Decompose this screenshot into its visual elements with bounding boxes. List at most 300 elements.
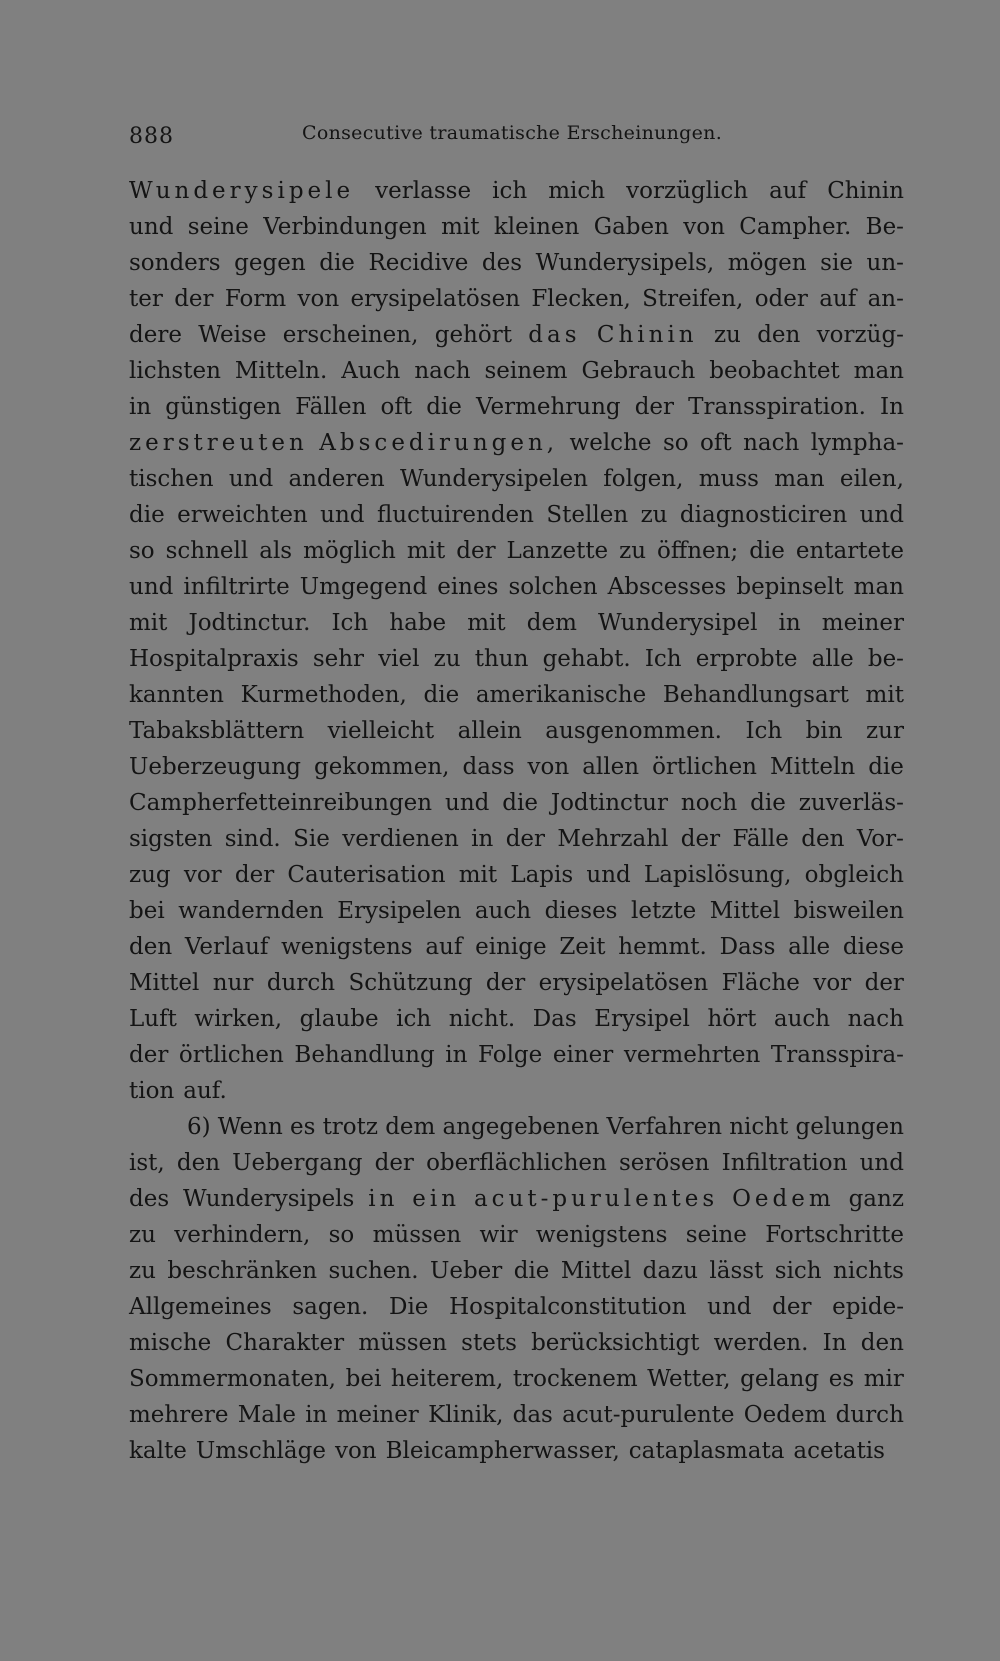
body-text bbox=[129, 173, 904, 1469]
word: ein bbox=[412, 1186, 461, 1212]
word: allen bbox=[582, 754, 640, 780]
word: sigsten bbox=[129, 826, 213, 852]
word: Infiltration bbox=[721, 1150, 848, 1176]
word: acetatis bbox=[793, 1438, 885, 1464]
word: vor bbox=[813, 970, 852, 996]
word: Transspiration. bbox=[688, 394, 866, 420]
text-line bbox=[129, 1073, 904, 1109]
text-line bbox=[129, 281, 904, 317]
word: alle bbox=[811, 646, 854, 672]
text-line bbox=[129, 173, 904, 209]
word: als bbox=[259, 538, 293, 564]
word: berücksichtigt bbox=[531, 1330, 700, 1356]
word: habe bbox=[389, 610, 447, 636]
word: tischen bbox=[129, 466, 214, 492]
word: bepinselt bbox=[736, 574, 844, 600]
word: Mittel bbox=[129, 970, 200, 996]
text-line bbox=[129, 785, 904, 821]
word: Dass bbox=[719, 934, 776, 960]
word: dere bbox=[129, 322, 182, 348]
text-line bbox=[129, 569, 904, 605]
text-line bbox=[129, 1001, 904, 1037]
word: Be- bbox=[865, 214, 904, 240]
word: vorzüglich bbox=[626, 178, 749, 204]
word: Jodtinctur bbox=[550, 790, 668, 816]
word: wenigstens bbox=[281, 934, 413, 960]
text-line bbox=[129, 533, 904, 569]
word: heiterem, bbox=[390, 1366, 504, 1392]
book-page bbox=[129, 112, 904, 1469]
word: mit bbox=[467, 610, 506, 636]
text-line bbox=[129, 605, 904, 641]
word: thun bbox=[474, 646, 529, 672]
word: auf bbox=[819, 286, 857, 312]
word: Vermehrung bbox=[475, 394, 621, 420]
word: ich bbox=[396, 1006, 432, 1032]
word: diese bbox=[842, 934, 904, 960]
text-line bbox=[129, 1253, 904, 1289]
text-line bbox=[129, 317, 904, 353]
word: mit bbox=[441, 214, 480, 240]
word: müssen bbox=[372, 1222, 462, 1248]
word: Wunderysipels, bbox=[535, 250, 715, 276]
word: Sie bbox=[293, 826, 330, 852]
word: dieses bbox=[544, 898, 618, 924]
word: meiner bbox=[336, 1402, 419, 1428]
word: möglich bbox=[303, 538, 396, 564]
word: Klinik, bbox=[428, 1402, 504, 1428]
text-line bbox=[129, 353, 904, 389]
word: nichts bbox=[833, 1258, 904, 1284]
text-line bbox=[129, 965, 904, 1001]
word: Mittel bbox=[709, 898, 781, 924]
word: nicht. bbox=[448, 1006, 516, 1032]
word: auf bbox=[425, 934, 463, 960]
paragraph bbox=[129, 1109, 904, 1469]
word: der bbox=[864, 970, 904, 996]
word: der bbox=[374, 1150, 414, 1176]
word: Abscesses bbox=[607, 574, 727, 600]
word: mir bbox=[863, 1366, 904, 1392]
word: in bbox=[778, 610, 801, 636]
word: muss bbox=[698, 466, 759, 492]
word: den bbox=[757, 322, 801, 348]
text-line bbox=[129, 929, 904, 965]
word: und bbox=[320, 502, 365, 528]
text-line bbox=[129, 209, 904, 245]
word: un- bbox=[866, 250, 904, 276]
word: zerstreuten bbox=[129, 430, 308, 456]
word: serösen bbox=[618, 1150, 710, 1176]
word: die bbox=[750, 790, 786, 816]
word: epide- bbox=[832, 1294, 904, 1320]
word: den bbox=[176, 1150, 221, 1176]
word: die bbox=[319, 250, 355, 276]
word: sonders bbox=[129, 250, 221, 276]
text-line bbox=[129, 1325, 904, 1361]
word: 6) bbox=[187, 1114, 211, 1140]
word: seine bbox=[685, 1222, 747, 1248]
word: Recidive bbox=[368, 250, 469, 276]
word: Weise bbox=[198, 322, 267, 348]
word: gelungen bbox=[795, 1114, 904, 1140]
word: Lapis bbox=[510, 862, 574, 888]
word: Verfahren bbox=[606, 1114, 723, 1140]
word: Tabaksblättern bbox=[129, 718, 305, 744]
word: des bbox=[129, 1186, 170, 1212]
word: sind. bbox=[224, 826, 281, 852]
word: lympha- bbox=[810, 430, 904, 456]
word: Wetter, bbox=[647, 1366, 731, 1392]
word: Kurmethoden, bbox=[240, 682, 407, 708]
word: Die bbox=[389, 1294, 429, 1320]
word: Erysipelen bbox=[337, 898, 462, 924]
word: verdienen bbox=[342, 826, 459, 852]
text-line bbox=[129, 425, 904, 461]
word: suchen. bbox=[328, 1258, 419, 1284]
word: folgen, bbox=[603, 466, 684, 492]
word: sie bbox=[820, 250, 853, 276]
word: Campher. bbox=[739, 214, 852, 240]
word: öffnen; bbox=[657, 538, 739, 564]
word: gelang bbox=[740, 1366, 820, 1392]
word: lässt bbox=[709, 1258, 764, 1284]
text-line bbox=[129, 497, 904, 533]
word: In bbox=[880, 394, 904, 420]
word: erscheinen, bbox=[282, 322, 419, 348]
word: be- bbox=[867, 646, 904, 672]
word: oft bbox=[380, 394, 413, 420]
word: Flecken, bbox=[531, 286, 631, 312]
word: welche bbox=[569, 430, 652, 456]
word: und bbox=[707, 1294, 752, 1320]
word: Transspira- bbox=[770, 1042, 904, 1068]
word: man bbox=[853, 358, 904, 384]
word: Mitteln. bbox=[234, 358, 328, 384]
text-line bbox=[129, 1181, 904, 1217]
word: Mehrzahl bbox=[557, 826, 669, 852]
word: an- bbox=[867, 286, 904, 312]
word: ausgenommen. bbox=[545, 718, 722, 744]
word: trockenem bbox=[512, 1366, 638, 1392]
text-line bbox=[129, 749, 904, 785]
word: bei bbox=[129, 898, 165, 924]
paragraph bbox=[129, 173, 904, 1109]
word: vorzüg- bbox=[816, 322, 904, 348]
word: ist, bbox=[129, 1150, 165, 1176]
word: so bbox=[129, 538, 155, 564]
word: Campherfetteinreibungen bbox=[129, 790, 433, 816]
word: Stellen bbox=[546, 502, 629, 528]
word: einige bbox=[475, 934, 547, 960]
word: Gebrauch bbox=[581, 358, 696, 384]
page-number: 888 bbox=[129, 124, 174, 149]
word: mit bbox=[458, 862, 498, 888]
word: der bbox=[456, 538, 496, 564]
word: mit bbox=[406, 538, 446, 564]
word: Oedem bbox=[743, 1402, 827, 1428]
word: bin bbox=[805, 718, 843, 744]
word: trotz bbox=[322, 1114, 379, 1140]
word: und bbox=[129, 214, 174, 240]
word: auf. bbox=[183, 1078, 227, 1104]
word: erprobte bbox=[695, 646, 798, 672]
word: sagen. bbox=[292, 1294, 369, 1320]
word: den bbox=[801, 826, 845, 852]
word: seine bbox=[187, 214, 249, 240]
word: oder bbox=[754, 286, 808, 312]
word: noch bbox=[680, 790, 738, 816]
word: günstigen bbox=[165, 394, 282, 420]
word: Ueber bbox=[429, 1258, 503, 1284]
word: die bbox=[426, 394, 462, 420]
word: cataplasmata bbox=[628, 1438, 785, 1464]
word: eines bbox=[437, 574, 499, 600]
word: Umgegend bbox=[299, 574, 428, 600]
word: seinem bbox=[484, 358, 568, 384]
word: Male bbox=[237, 1402, 296, 1428]
text-line bbox=[129, 1397, 904, 1433]
word: einer bbox=[552, 1042, 614, 1068]
word: letzte bbox=[631, 898, 697, 924]
word: Gaben bbox=[593, 214, 669, 240]
word: Hospitalconstitution bbox=[449, 1294, 687, 1320]
word: der bbox=[634, 394, 675, 420]
word: zu bbox=[433, 646, 461, 672]
text-line bbox=[129, 1037, 904, 1073]
word: hemmt. bbox=[618, 934, 707, 960]
word: oberflächlichen bbox=[426, 1150, 607, 1176]
word: die bbox=[868, 754, 904, 780]
word: dass bbox=[462, 754, 515, 780]
word: müssen bbox=[358, 1330, 447, 1356]
word: erysipelatösen bbox=[538, 970, 709, 996]
word: zur bbox=[866, 718, 904, 744]
word: Lapislösung, bbox=[643, 862, 792, 888]
text-line bbox=[129, 1109, 904, 1145]
word: von bbox=[297, 286, 340, 312]
word: und bbox=[859, 1150, 904, 1176]
word: örtlichen bbox=[652, 754, 757, 780]
word: in bbox=[445, 1042, 468, 1068]
word: solchen bbox=[508, 574, 598, 600]
word: beobachtet bbox=[709, 358, 840, 384]
word: Wunderysipel bbox=[597, 610, 758, 636]
word: Ich bbox=[745, 718, 783, 744]
word: wenigstens bbox=[535, 1222, 668, 1248]
word: kalte bbox=[129, 1438, 187, 1464]
word: bisweilen bbox=[793, 898, 904, 924]
word: entartete bbox=[795, 538, 904, 564]
word: in bbox=[305, 1402, 328, 1428]
word: Chinin bbox=[827, 178, 904, 204]
word: das bbox=[512, 1402, 553, 1428]
word: fluctuirenden bbox=[376, 502, 534, 528]
word: verlasse bbox=[375, 178, 472, 204]
word: nach bbox=[847, 1006, 904, 1032]
word: Zeit bbox=[559, 934, 606, 960]
text-line bbox=[129, 641, 904, 677]
word: man bbox=[774, 466, 825, 492]
word: die bbox=[749, 538, 785, 564]
word: allein bbox=[457, 718, 522, 744]
word: mit bbox=[129, 610, 168, 636]
text-line bbox=[129, 245, 904, 281]
text-line bbox=[129, 1361, 904, 1397]
word: nur bbox=[212, 970, 254, 996]
word: vielleicht bbox=[327, 718, 435, 744]
word: obgleich bbox=[804, 862, 904, 888]
word: beschränken bbox=[167, 1258, 318, 1284]
word: Behandlungsart bbox=[662, 682, 849, 708]
word: stets bbox=[461, 1330, 517, 1356]
word: auch bbox=[474, 898, 532, 924]
text-line bbox=[129, 677, 904, 713]
word: acut-purulentes bbox=[473, 1186, 719, 1212]
word: den bbox=[860, 1330, 904, 1356]
word: gegen bbox=[234, 250, 306, 276]
text-line bbox=[129, 1289, 904, 1325]
word: ter bbox=[129, 286, 163, 312]
word: Wunderysipels bbox=[183, 1186, 355, 1212]
word: Fläche bbox=[721, 970, 800, 996]
word: gehabt. bbox=[542, 646, 631, 672]
word: kleinen bbox=[493, 214, 580, 240]
word: dem bbox=[526, 610, 577, 636]
word: Ich bbox=[644, 646, 682, 672]
word: Lanzette bbox=[506, 538, 609, 564]
word: Abscedirungen, bbox=[319, 430, 559, 456]
word: Cauterisation bbox=[287, 862, 446, 888]
text-line bbox=[129, 821, 904, 857]
word: Charakter bbox=[225, 1330, 345, 1356]
word: wirken, bbox=[194, 1006, 283, 1032]
word: Oedem bbox=[732, 1186, 835, 1212]
word: bei bbox=[345, 1366, 382, 1392]
word: und bbox=[445, 790, 490, 816]
word: und bbox=[859, 502, 904, 528]
word: Luft bbox=[129, 1006, 177, 1032]
word: Erysipel bbox=[594, 1006, 690, 1032]
word: die bbox=[423, 682, 460, 708]
word: und bbox=[586, 862, 631, 888]
word: durch bbox=[835, 1402, 904, 1428]
word: schnell bbox=[165, 538, 249, 564]
text-line bbox=[129, 1433, 904, 1469]
word: mehrere bbox=[129, 1402, 229, 1428]
word: gehört bbox=[434, 322, 512, 348]
word: Uebergang bbox=[232, 1150, 363, 1176]
word: Das bbox=[532, 1006, 577, 1032]
text-line bbox=[129, 857, 904, 893]
word: Hospitalpraxis bbox=[129, 646, 299, 672]
word: tion bbox=[129, 1078, 175, 1104]
word: Fälle bbox=[732, 826, 789, 852]
word: Fortschritte bbox=[765, 1222, 904, 1248]
word: die bbox=[502, 790, 538, 816]
word: in bbox=[368, 1186, 399, 1212]
word: ganz bbox=[848, 1186, 904, 1212]
word: in bbox=[471, 826, 494, 852]
word: oft bbox=[700, 430, 732, 456]
word: man bbox=[853, 574, 904, 600]
word: Folge bbox=[478, 1042, 543, 1068]
word: lichsten bbox=[129, 358, 221, 384]
word: das bbox=[528, 322, 581, 348]
running-title: Consecutive traumatische Erscheinungen. bbox=[302, 122, 723, 144]
word: erweichten bbox=[177, 502, 308, 528]
word: ich bbox=[492, 178, 528, 204]
word: zu bbox=[619, 538, 647, 564]
word: erysipelatösen bbox=[350, 286, 521, 312]
word: Ich bbox=[331, 610, 369, 636]
word: Verlauf bbox=[184, 934, 269, 960]
word: kannten bbox=[129, 682, 224, 708]
word: hört bbox=[707, 1006, 757, 1032]
text-line bbox=[129, 1217, 904, 1253]
word: und bbox=[228, 466, 274, 492]
word: Mitteln bbox=[770, 754, 856, 780]
word: Allgemeines bbox=[129, 1294, 272, 1320]
word: nicht bbox=[729, 1114, 789, 1140]
word: vermehrten bbox=[623, 1042, 761, 1068]
word: mit bbox=[865, 682, 904, 708]
word: Verbindungen bbox=[263, 214, 427, 240]
word: von bbox=[527, 754, 570, 780]
word: zug bbox=[129, 862, 171, 888]
word: in bbox=[129, 394, 152, 420]
word: der bbox=[772, 1294, 812, 1320]
word: dazu bbox=[642, 1258, 698, 1284]
word: der bbox=[234, 862, 275, 888]
word: alle bbox=[788, 934, 831, 960]
word: von bbox=[334, 1438, 377, 1464]
word: Jodtinctur. bbox=[188, 610, 311, 636]
word: zu bbox=[713, 322, 741, 348]
word: Bleicampherwasser, bbox=[385, 1438, 620, 1464]
word: zuverläs- bbox=[798, 790, 904, 816]
word: nach bbox=[414, 358, 471, 384]
word: wandernden bbox=[178, 898, 324, 924]
word: vor bbox=[183, 862, 222, 888]
word: des bbox=[481, 250, 523, 276]
word: die bbox=[129, 502, 165, 528]
word: den bbox=[129, 934, 173, 960]
word: nach bbox=[743, 430, 800, 456]
word: von bbox=[683, 214, 725, 240]
word: Auch bbox=[341, 358, 401, 384]
text-line bbox=[129, 461, 904, 497]
word: zu bbox=[129, 1222, 156, 1248]
word: mich bbox=[548, 178, 606, 204]
word: eilen, bbox=[839, 466, 904, 492]
word: mögen bbox=[727, 250, 807, 276]
word: Vor- bbox=[856, 826, 904, 852]
word: so bbox=[662, 430, 689, 456]
word: Schützung bbox=[348, 970, 473, 996]
word: angegebenen bbox=[442, 1114, 600, 1140]
word: Mittel bbox=[560, 1258, 632, 1284]
word: zu bbox=[640, 502, 668, 528]
word: Behandlung bbox=[294, 1042, 435, 1068]
word: diagnosticiren bbox=[679, 502, 848, 528]
text-line bbox=[129, 1145, 904, 1181]
word: und bbox=[129, 574, 174, 600]
word: Chinin bbox=[596, 322, 698, 348]
word: Form bbox=[224, 286, 287, 312]
word: auch bbox=[773, 1006, 831, 1032]
word: Fällen bbox=[295, 394, 367, 420]
